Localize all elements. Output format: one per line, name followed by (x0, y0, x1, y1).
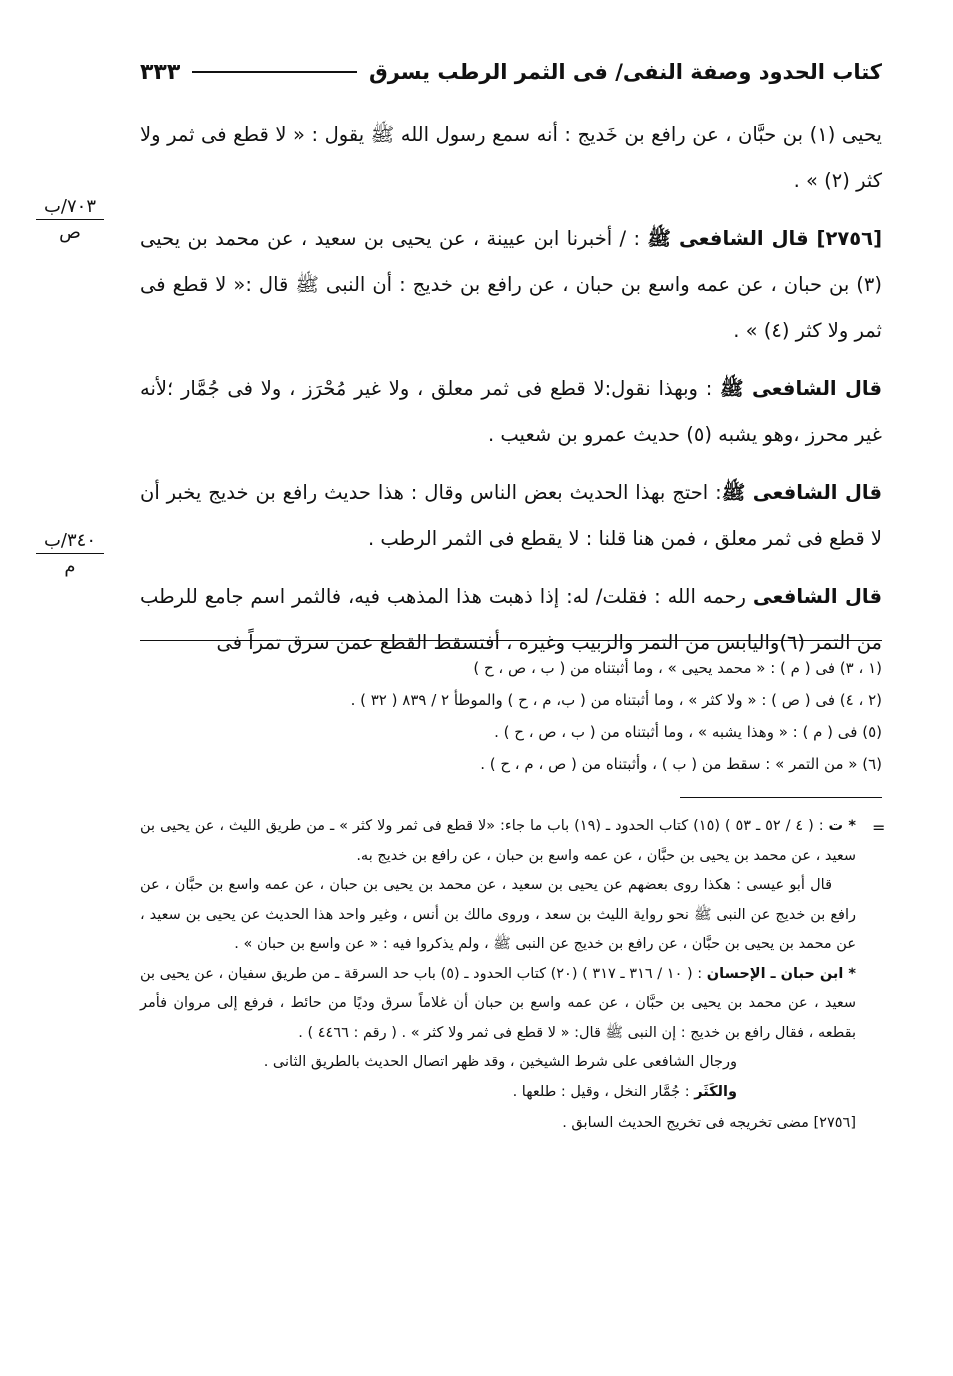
takhrij-source: * ابن حبان ـ الإحسان (706, 965, 856, 982)
takhrij-note (140, 960, 856, 1049)
takhrij-note (140, 1078, 856, 1108)
continuation-mark: = (872, 818, 886, 837)
paragraph-text: يحيى (١) بن حبَّان ، عن رافع بن خَديج : أنه سمع رسول الله ﷺ يقول : « لا قطع فى ثمر ولا كثر (٢) » . (140, 123, 882, 192)
apparatus-note: (٦) « من التمر » : سقط من ( ب ) ، وأثبتناه من ( ص ، م ، ح ) . (480, 755, 882, 773)
apparatus-note: (١ ، ٣) فى ( م ) : « محمد يحيى » ، وما أثبتناه من ( ب ، ص ، ح ) (473, 659, 882, 677)
page-number: ٣٣٣ (140, 59, 181, 85)
takhrij-separator (680, 797, 882, 798)
glossary-term: والكَثَر (694, 1083, 737, 1100)
paragraph-lead: قال الشافعى ﷺ (721, 481, 882, 504)
takhrij-text: قال أبو عيسى : هكذا روى بعضهم عن يحيى بن سعيد ، عن محمد بن يحيى بن حبان ، عن عمه واسع بن حبَّان ، عن رافع بن خديج عن النبى ﷺ نحو رواية الليث بن سعد ، وروى مالك بن أنس ، وغير واحد هذا الحديث عن يحيى بن سعيد ، عن محمد بن يحيى بن حبَّان ، عن رافع بن خديج عن النبى ﷺ ، ولم يذكروا فيه : « عن واسع بن حبان » . (140, 877, 856, 952)
header-title: كتاب الحدود وصفة النفى/ فى الثمر الرطب يسرق (368, 60, 882, 84)
takhrij-text: : ( ١٠ / ٣١٦ ـ ٣١٧ ) (٢٠) كتاب الحدود ـ (٥) باب حد السرقة ـ من طريق سفيان ، عن يحيى بن سعيد ، عن محمد بن يحيى بن حبَّان ، عن عمه واسع بن حبان أن غلاماً سرق وديًا من حائط ، فرفع إلى مروان فأمر بقطعه ، فقال رافع بن خديج : إن النبى ﷺ قال: « لا قطع فى ثمر ولا كثر » . ( رقم : ٤٤٦٦ ) . (140, 965, 856, 1041)
margin-note-folio: ٣٤٠/ب (43, 530, 97, 551)
glossary-definition: : جُمَّار النخل ، وقيل : طلعها . (512, 1083, 695, 1100)
paragraph (140, 470, 882, 562)
paragraph-lead: قال الشافعى ﷺ (720, 377, 882, 400)
margin-note-folio: ٧٠٣/ب (43, 196, 97, 217)
takhrij-text: : ( ٤ / ٥٢ ـ ٥٣ ) (١٥) كتاب الحدود ـ (١٩) باب ما جاء: «لا قطع فى ثمر ولا كثر » ـ من طريق الليث ، عن يحيى بن سعيد ، عن محمد بن يحيى بن حبَّان ، عن عمه واسع بن حبان ، عن رافع بن خديج به. (140, 818, 856, 864)
takhrij-source: * ت (828, 818, 856, 834)
takhrij-text: [٢٧٥٦] مضى تخريجه فى تخريج الحديث السابق . (562, 1115, 856, 1131)
takhrij-note (140, 1109, 856, 1139)
takhrij-text: ورجال الشافعى على شرط الشيخين ، وقد ظهر اتصال الحديث بالطريق الثانى . (263, 1054, 737, 1070)
margin-note-siglum: م (64, 556, 76, 577)
margin-note (30, 530, 110, 577)
paragraph-text: : / أخبرنا ابن عيينة ، عن يحيى بن سعيد ، عن محمد بن يحيى (٣) بن حبان ، عن عمه واسع بن حبان ، عن رافع بن خديج : أن النبى ﷺ قال :« لا قطع فى ثمر ولا كثر (٤) » . (140, 227, 882, 342)
paragraph (140, 366, 882, 458)
apparatus-note: (٢ ، ٤) فى ( ص ) : « ولا كثر » ، وما أثبتناه من ( ب، م ، ح ) والموطأ ٢ / ٨٣٩ ( ٣٢ ) . (350, 691, 882, 709)
header-rule (192, 71, 357, 73)
paragraph-text: : احتج بهذا الحديث بعض الناس وقال : هذا حديث رافع بن خديج يخبر أن لا قطع فى ثمر معلق ، فمن هنا قلنا : لا يقطع فى الثمر الرطب . (140, 481, 882, 550)
paragraph-text: : وبهذا نقول:لا قطع فى ثمر معلق ، ولا غير مُحْرَز ، ولا فى جُمَّار ؛لأنه غير محرز ،وهو يشبه (٥) حديث عمرو بن شعيب . (140, 377, 882, 446)
takhrij-note (140, 812, 856, 871)
paragraph (140, 216, 882, 354)
paragraph (140, 112, 882, 204)
takhrij-note (140, 1048, 856, 1078)
takhrij-note (140, 871, 856, 960)
main-text (140, 112, 882, 678)
margin-note-siglum: ص (59, 222, 81, 243)
paragraph-lead: [٢٧٥٦] قال الشافعى ﷺ (647, 227, 882, 250)
apparatus-note: (٥) فى ( م ) : « وهذا يشبه » ، وما أثبتناه من ( ب ، ص ، ح ) . (494, 723, 882, 741)
paragraph-lead: قال الشافعى (752, 585, 882, 608)
running-header (140, 52, 882, 92)
margin-note (30, 196, 110, 243)
paragraph-text: رحمه الله : فقلت/ له: إذا ذهبت هذا المذهب فيه، فالثمر اسم جامع للرطب من التمر (٦)واليابس من التمر والزبيب وغيره ، أفتسقط القطع عمن سرق تمراً فى (140, 585, 882, 654)
apparatus-notes (200, 652, 882, 780)
takhrij-notes (140, 812, 856, 1139)
footnote-separator (140, 640, 882, 641)
